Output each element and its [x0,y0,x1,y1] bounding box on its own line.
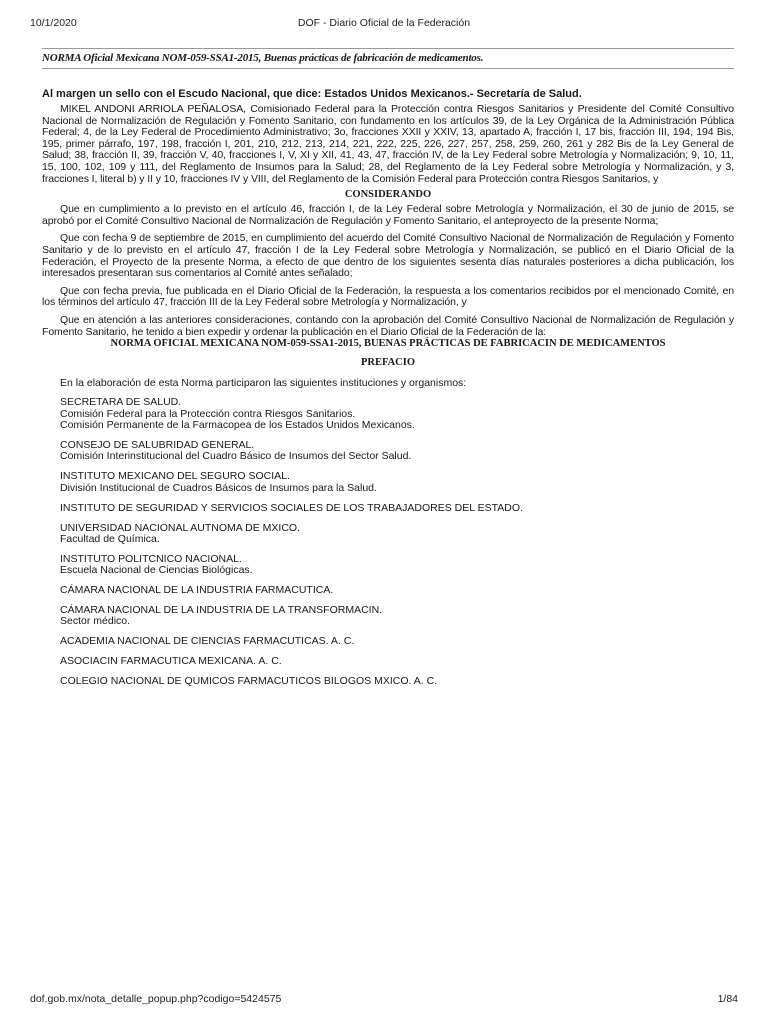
organization-subunit: División Institucional de Cuadros Básicos de Insumos para la Salud. [60,481,377,494]
considerando-heading: CONSIDERANDO [344,189,432,201]
organization-name: INSTITUTO MEXICANO DEL SEGURO SOCIAL. [60,470,290,483]
organization-subunit: Comisión Permanente de la Farmacopea de los Estados Unidos Mexicanos. [60,419,415,432]
organization-subunit: Comisión Interinstitucional del Cuadro Básico de Insumos del Sector Salud. [60,450,412,463]
organization-item [60,676,734,687]
organization-item [60,440,734,463]
document-body [42,48,734,696]
organization-item [60,471,734,494]
organization-subunit: Facultad de Química. [60,532,160,545]
footer-url: dof.gob.mx/nota_detalle_popup.php?codigo=5424575 [30,993,282,1005]
considerando-section [42,204,734,338]
organization-name: CÁMARA NACIONAL DE LA INDUSTRIA FARMACUTICA. [60,584,334,597]
organization-item [60,554,734,577]
organization-subunit: Escuela Nacional de Ciencias Biológicas. [60,564,253,577]
organization-item [60,636,734,647]
page-number: 1/84 [717,993,738,1005]
organization-subunit: Sector médico. [60,615,131,628]
organization-item [60,605,734,628]
considerando-paragraph: Que en atención a las anteriores consideraciones, contando con la aprobación del Comité Consultivo Nacional de Normalización de Regulación y Fomento Sanitario, he tenido a bien expedir y ordenar la publicación en el Diario Oficial de la Federación de la: [42,313,734,338]
organization-name: CONSEJO DE SALUBRIDAD GENERAL. [60,439,255,452]
prefacio-heading: PREFACIO [360,357,416,369]
prefacio-intro: En la elaboración de esta Norma participaron las siguientes instituciones y organismos: [60,377,467,390]
norm-title: NORMA Oficial Mexicana NOM-059-SSA1-2015, Buenas prácticas de fabricación de medicamentos. [42,48,734,69]
organization-item [60,656,734,667]
header-title: DOF - Diario Oficial de la Federación [297,17,471,29]
organization-name: ASOCIACIN FARMACUTICA MEXICANA. A. C. [60,655,282,668]
organization-name: ACADEMIA NACIONAL DE CIENCIAS FARMACUTICAS. A. C. [60,635,355,648]
seal-text: Al margen un sello con el Escudo Nacional, que dice: Estados Unidos Mexicanos.- Secretaría de Salud. [42,88,582,100]
organization-name: INSTITUTO POLITCNICO NACIONAL. [60,552,242,565]
organization-item [60,523,734,546]
preamble-paragraph: MIKEL ANDONI ARRIOLA PEÑALOSA, Comisionado Federal para la Protección contra Riesgos Sanitarios y Presidente del Comité Consultivo Nacional de Normalización de Regulación y Fomento Sanitario, con fundamento en los artículos 39, de la Ley Orgánica de la Administración Pública Federal; 4, de la Ley Federal de Procedimiento Administrativo; 3o, fracciones XXII y XXIV, 13, apartado A, fracción I, 17 bis, fracción III, 194, 194 Bis, 195, primer párrafo, 197, 198, fracción I, 201, 210, 212, 213, 214, 221, 222, 225, 226, 227, 257, 258, 259, 260, 261 y 282 Bis de la Ley General de Salud; 38, fracción II, 39, fracción V, 40, fracciones I, V, XI y XII, 41, 43, 47, fracción IV, de la Ley Federal sobre Metrología y Normalización; 9, 10, 11, 15, 100, 102, 109 y 111, del Reglamento de Insumos para la Salud; 28, del Reglamento de la Ley Federal sobre Metrología y Normalización, y 3, fracciones I, literal b) y II y 10, fracciones IV y VIII, del Reglamento de la Comisión Federal para Protección contra Riesgos Sanitarios, y [42,103,734,185]
organization-item [60,397,734,431]
organization-name: COLEGIO NACIONAL DE QUMICOS FARMACUTICOS BILOGOS MXICO. A. C. [60,675,438,688]
considerando-paragraph: Que con fecha previa, fue publicada en el Diario Oficial de la Federación, la respuesta a los comentarios recibidos por el mencionado Comité, en los términos del artículo 47, fracción III de la Ley Federal sobre Metrología y Normalización, y [42,284,734,309]
organization-item [60,503,734,514]
organization-item [60,585,734,596]
header-date: 10/1/2020 [30,17,77,29]
norm-heading: NORMA OFICIAL MEXICANA NOM-059-SSA1-2015, BUENAS PRÁCTICAS DE FABRICACIN DE MEDICAMENTOS [110,338,666,350]
considerando-paragraph: Que en cumplimiento a lo previsto en el artículo 46, fracción I, de la Ley Federal sobre Metrología y Normalización, el 30 de junio de 2015, se aprobó por el Comité Consultivo Nacional de Normalización de Regulación y Fomento Sanitario, el anteproyecto de la presente Norma; [42,203,734,227]
organization-list [60,397,734,687]
organization-name: INSTITUTO DE SEGURIDAD Y SERVICIOS SOCIALES DE LOS TRABAJADORES DEL ESTADO. [60,501,523,514]
organization-name: UNIVERSIDAD NACIONAL AUTNOMA DE MXICO. [60,521,300,534]
organization-subunit: Comisión Federal para la Protección contra Riesgos Sanitarios. [60,407,356,420]
organization-name: SECRETARA DE SALUD. [60,396,182,409]
organization-name: CÁMARA NACIONAL DE LA INDUSTRIA DE LA TRANSFORMACIN. [60,604,383,617]
considerando-paragraph: Que con fecha 9 de septiembre de 2015, en cumplimiento del acuerdo del Comité Consultivo Nacional de Normalización de Regulación y Fomento Sanitario y de lo previsto en el artículo 47, fracción I de la Ley Federal sobre Metrología y Normalización, se publicó en el Diario Oficial de la Federación, el Proyecto de la presente Norma, a efecto de que dentro de los siguientes sesenta días naturales posteriores a dicha publicación, los interesados presentaran sus comentarios al Comité antes señalado; [42,232,734,280]
